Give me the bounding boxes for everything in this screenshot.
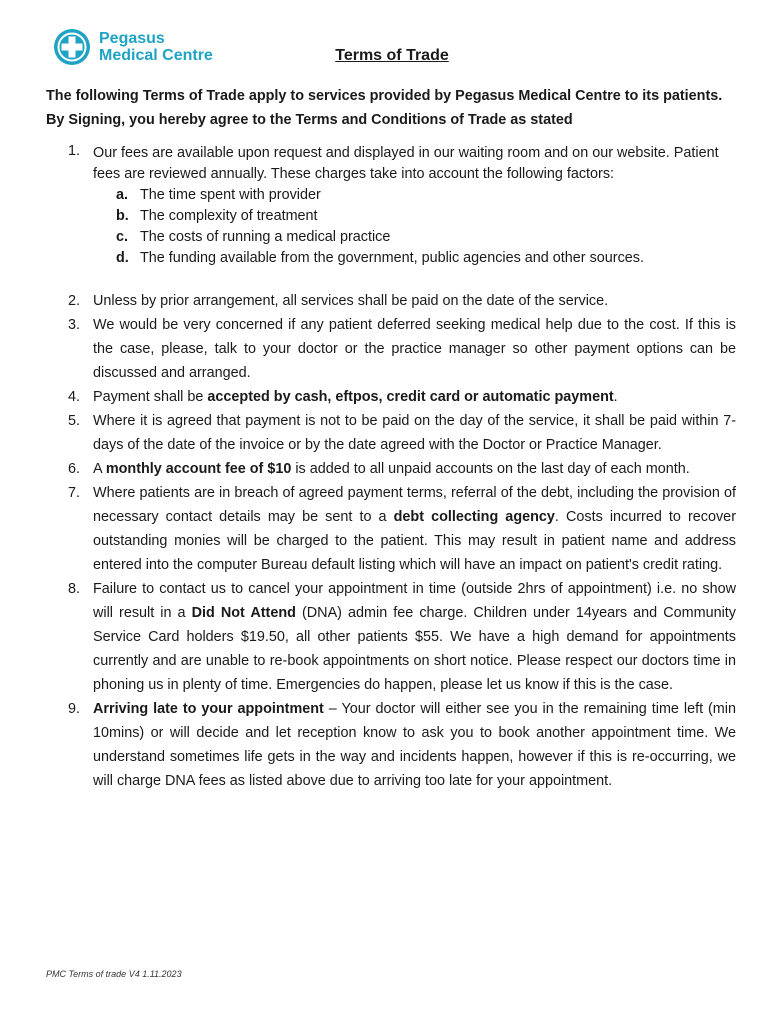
term-emphasis: Arriving late to your appointment bbox=[93, 701, 324, 717]
factor-letter: a. bbox=[116, 187, 129, 203]
term-text: Failure to contact us to cancel your appointment in time (outside 2hrs of appointment) i.e. no show will result in a bbox=[93, 581, 736, 621]
term-text: Unless by prior arrangement, all services shall be paid on the date of the service. bbox=[93, 293, 609, 309]
term-emphasis: debt collecting agency bbox=[393, 509, 555, 525]
term-number: 8. bbox=[68, 581, 81, 597]
term-number: 3. bbox=[68, 317, 81, 333]
term-item-2 bbox=[46, 289, 736, 313]
term-text: We would be very concerned if any patient deferred seeking medical help due to the cost. If this is the case, please, talk to your doctor or the practice manager so other payment options can be discussed and arranged. bbox=[93, 317, 736, 381]
factor-item bbox=[116, 206, 736, 227]
terms-list-container bbox=[46, 143, 736, 793]
term-text: Payment shall be bbox=[93, 389, 208, 405]
term-item-9 bbox=[46, 697, 736, 793]
factor-item bbox=[116, 185, 736, 206]
term-text-end: – Your doctor will either see you in the remaining time left (min 10mins) or will decide and let reception know to ask you to book another appointment time. We understand sometimes life gets in the way and incidents happen, however if this is re-occurring, we will charge DNA fees as listed above due to arriving too late for your appointment. bbox=[93, 701, 736, 789]
factor-text: The complexity of treatment bbox=[140, 208, 318, 224]
page-title: Terms of Trade bbox=[335, 47, 449, 64]
intro-statement: The following Terms of Trade apply to services provided by Pegasus Medical Centre to its patients. By Signing, you hereby agree to the Terms and Conditions of Trade as stated bbox=[46, 88, 723, 128]
factor-letter: c. bbox=[116, 229, 129, 245]
terms-list bbox=[46, 143, 736, 793]
term-emphasis: accepted by cash, eftpos, credit card or automatic payment bbox=[207, 389, 614, 405]
term-item-5 bbox=[46, 409, 736, 457]
term-item-6 bbox=[46, 457, 736, 481]
brand-name-line1: Pegasus bbox=[99, 30, 165, 47]
factor-text: The costs of running a medical practice bbox=[140, 229, 391, 245]
factor-text: The funding available from the government, public agencies and other sources. bbox=[140, 250, 644, 266]
term-text-end: . Costs incurred to recover outstanding monies will be charged to the patient. This may result in patient name and address entered into the computer Bureau default listing which will have an impact on patient's credit rating. bbox=[93, 509, 736, 573]
term-emphasis: Did Not Attend bbox=[191, 605, 296, 621]
term-text-end: is added to all unpaid accounts on the last day of each month. bbox=[291, 461, 690, 477]
document-footer: PMC Terms of trade V4 1.11.2023 bbox=[46, 969, 182, 979]
factor-item bbox=[116, 248, 736, 269]
term-text: Our fees are available upon request and displayed in our waiting room and on our website. Patient fees are reviewed annually. These charges take into account the following factors: bbox=[93, 145, 719, 182]
term-emphasis: monthly account fee of $10 bbox=[105, 461, 292, 477]
term-number: 1. bbox=[68, 143, 81, 159]
term-number: 6. bbox=[68, 461, 81, 477]
brand-name-line2: Medical Centre bbox=[99, 47, 213, 64]
term-item-1 bbox=[46, 143, 736, 289]
term-text: Where patients are in breach of agreed payment terms, referral of the debt, including the provision of necessary contact details may be sent to a bbox=[93, 485, 736, 525]
term-text: A bbox=[93, 461, 106, 477]
term-item-8 bbox=[46, 577, 736, 697]
term-number: 4. bbox=[68, 389, 81, 405]
term-item-7 bbox=[46, 481, 736, 577]
term-number: 7. bbox=[68, 485, 81, 501]
factor-item bbox=[116, 227, 736, 248]
factor-letter: b. bbox=[116, 208, 129, 224]
term-text: Where it is agreed that payment is not to be paid on the day of the service, it shall be paid within 7-days of the date of the invoice or by the date agreed with the Doctor or Practice Manager. bbox=[93, 413, 736, 453]
factor-text: The time spent with provider bbox=[140, 187, 321, 203]
term-number: 5. bbox=[68, 413, 81, 429]
factor-list bbox=[93, 185, 736, 269]
term-number: 9. bbox=[68, 701, 81, 717]
term-number: 2. bbox=[68, 293, 81, 309]
term-text-end: (DNA) admin fee charge. Children under 14years and Community Service Card holders $19.50, all other patients $55. We have a high demand for appointments currently and are unable to re-book appointments on short notice. Please respect our doctors time in phoning us in plenty of time. Emergencies do happen, please let us know if this is the case. bbox=[93, 605, 737, 693]
term-item-4 bbox=[46, 385, 736, 409]
factor-letter: d. bbox=[116, 250, 129, 266]
term-text-end: . bbox=[613, 389, 618, 405]
term-item-3 bbox=[46, 313, 736, 385]
